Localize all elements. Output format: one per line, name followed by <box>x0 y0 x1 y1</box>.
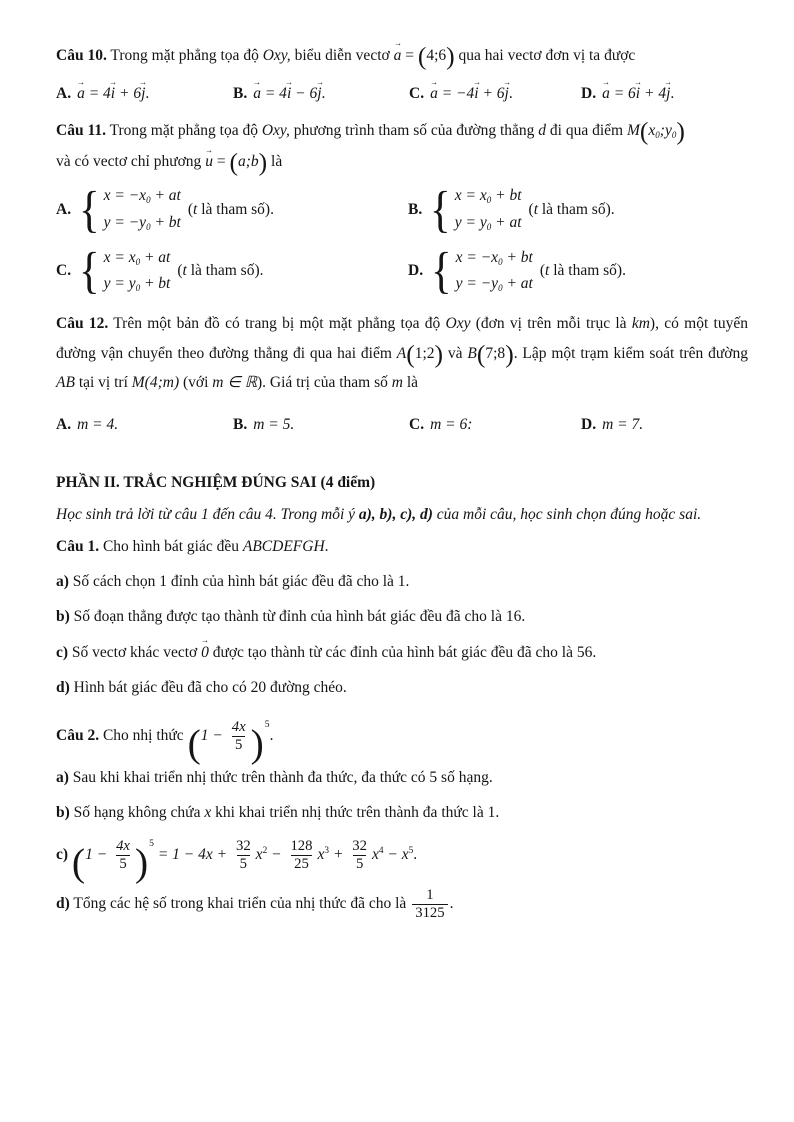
equation-system: { $x = -x_0$ + at $y = -y_0$ + bt <box>78 180 181 238</box>
option-key: B. <box>233 85 248 103</box>
point-A: A <box>396 344 407 362</box>
unit-km: km <box>631 314 650 332</box>
vector-a: a → <box>602 82 610 105</box>
right-paren: ) <box>446 41 455 71</box>
q12-option-a: A. m = 4. <box>56 416 119 434</box>
q12-oxy: Oxy <box>445 314 471 332</box>
parameter-note: (t là tham số). <box>539 262 626 280</box>
vector-u: u → <box>205 150 213 173</box>
vector-a: a → <box>77 82 85 105</box>
option-key: C. <box>409 416 425 434</box>
point-B: B <box>467 344 477 362</box>
exponent: 5 <box>264 719 270 731</box>
q10-equals: = <box>405 47 414 64</box>
left-brace: { <box>78 180 100 238</box>
fraction: $\frac{128}{25}$ <box>290 838 313 873</box>
left-paren: ( <box>71 840 86 885</box>
right-paren: ) <box>134 840 149 885</box>
vector-i: i → <box>287 82 291 105</box>
left-paren: ( <box>417 41 427 71</box>
q11-label: Câu 11. <box>56 121 106 139</box>
q10-option-c: C. a → = −4i → + 6j →. <box>409 82 581 105</box>
q10-options <box>56 82 748 105</box>
exponent: 5 <box>149 838 154 850</box>
q11-option-c <box>56 241 408 299</box>
equation-system: { $x = -x_0$ + bt $y = -y_0$ + at <box>430 241 533 299</box>
c1-item-a: a) Số cách chọn 1 đỉnh của hình bát giác đều đã cho là 1. <box>56 573 410 591</box>
vector-a: a → <box>430 82 438 105</box>
m-in-R: m ∈ ℝ <box>212 374 258 392</box>
c2-label: Câu 2. <box>56 727 100 745</box>
parameter-note: (t là tham số). <box>177 262 264 280</box>
q10-label: Câu 10. <box>56 47 107 64</box>
left-paren: ( <box>639 116 649 146</box>
option-key: D. <box>581 416 597 434</box>
q12-option-c: C. m = 6: <box>409 416 473 434</box>
point-M: M <box>626 121 640 139</box>
left-paren: ( <box>476 339 486 369</box>
q10-text-3: qua hai vectơ đơn vị ta được <box>454 47 636 64</box>
option-key: C. <box>56 262 72 280</box>
vector-a: a → <box>253 82 261 105</box>
parameter-note: (t là tham số). <box>528 200 615 218</box>
vector-i: i → <box>111 82 115 105</box>
equation-system: { $x = x_0$ + at $y = y_0$ + bt <box>78 241 171 299</box>
vector-i: i → <box>636 82 640 105</box>
c1-stem: Câu 1. Cho hình bát giác đều ABCDEFGH. <box>56 537 329 555</box>
vector-a: a → <box>394 44 402 67</box>
left-brace: { <box>78 241 100 299</box>
c1-item-c: c) Số vectơ khác vectơ 0 → được tạo thành từ các đỉnh của hình bát giác đều đã cho là 56. <box>56 641 748 664</box>
right-paren: ) <box>434 339 444 369</box>
c2-item-b: b) Số hạng không chứa x khi khai triển nhị thức trên thành đa thức là 1. <box>56 804 500 822</box>
q12-option-d: D. m = 7. <box>581 416 644 434</box>
q10-text-1: Trong mặt phẳng tọa độ <box>106 47 263 64</box>
zero-vector: 0 → <box>201 641 209 664</box>
q10-option-a: A. a → = 4i → + 6j →. <box>56 82 233 105</box>
fraction: $\frac{1}{3125}$ <box>412 887 447 922</box>
vector-i: i → <box>474 82 478 105</box>
q11-option-b <box>408 180 748 238</box>
vector-j: j → <box>505 82 509 105</box>
left-paren: ( <box>229 147 238 177</box>
right-paren: ) <box>676 116 685 146</box>
q11-stem: Câu 11. Trong mặt phẳng tọa độ Oxy, phương trình tham số của đường thẳng d đi qua điểm $M(x_0;y_0)$ <box>56 116 685 146</box>
q11-option-a <box>56 180 408 238</box>
c1-item-d: d) Hình bát giác đều đã cho có 20 đường chéo. <box>56 678 347 696</box>
q11-oxy: Oxy, <box>261 121 290 139</box>
q10-option-d: D. a → = 6i → + 4j →. <box>581 82 748 105</box>
fraction: $\frac{4x}{5}$ <box>116 838 130 873</box>
octagon-name: ABCDEFGH <box>242 537 325 555</box>
vector-j: j → <box>141 82 145 105</box>
c1-item-b: b) Số đoạn thẳng được tạo thành từ đỉnh của hình bát giác đều đã cho là 16. <box>56 608 526 626</box>
c1-label: Câu 1. <box>56 537 100 555</box>
left-paren: ( <box>406 339 415 369</box>
fraction: $\frac{4x}{5}$ <box>231 719 246 753</box>
q10-coords: 4;6 <box>426 47 447 64</box>
right-paren: ) <box>505 339 514 369</box>
q11-stem-line2: và có vectơ chỉ phương u → = (a;b) là <box>56 150 748 173</box>
left-brace: { <box>430 241 452 299</box>
q12-label: Câu 12. <box>56 314 109 332</box>
q12-stem: Câu 12. Trên một bản đồ có trang bị một mặt phẳng tọa độ Oxy (đơn vị trên mỗi trục là km), có một tuyến đường vận chuyển theo đường thẳng đi qua hai điểm A(1;2) và B(7;8). Lập một trạm kiểm soát trên đường AB tại vị trí M(4;m) (với m ∈ ℝ). Giá trị của tham số m là <box>56 314 748 392</box>
option-key: D. <box>581 85 597 103</box>
option-key: B. <box>233 416 248 434</box>
q10-option-b: B. a → = 4i → − 6j →. <box>233 82 409 105</box>
c2-item-d: d) Tổng các hệ số trong khai triển của nhị thức đã cho là $\frac{1}{3125}$ . <box>56 887 454 922</box>
vector-j: j → <box>666 82 670 105</box>
vector-j: j → <box>317 82 321 105</box>
q10-text-2: biểu diễn vectơ <box>290 47 394 64</box>
right-paren: ) <box>258 147 268 177</box>
segment-AB: AB <box>56 374 75 392</box>
point-M-expr: M(4;m) <box>131 374 180 392</box>
option-key: B. <box>408 200 423 218</box>
option-key: A. <box>56 200 72 218</box>
left-paren: ( <box>187 721 201 766</box>
fraction: $\frac{32}{5}$ <box>235 838 251 873</box>
right-paren: ) <box>250 721 264 766</box>
q12-options <box>56 413 748 436</box>
option-key: C. <box>409 85 425 103</box>
q10-oxy: Oxy, <box>262 47 291 64</box>
q11-options <box>56 180 748 299</box>
equation-system: { $x = x_0$ + bt $y = y_0$ + at <box>430 180 522 238</box>
c2-stem: Câu 2. Cho nhị thức (1 − $\frac{4x}{5}$ )$^5$. <box>56 719 274 766</box>
q10-stem <box>56 41 748 71</box>
fraction: $\frac{32}{5}$ <box>352 838 367 873</box>
part2-note: Học sinh trả lời từ câu 1 đến câu 4. Trong mỗi ý a), b), c), d) của mỗi câu, học sinh chọn đúng hoặc sai. <box>56 505 702 523</box>
line-d: d <box>538 121 547 139</box>
option-key: A. <box>56 416 72 434</box>
c2-item-c: c) (1 − $\frac{4x}{5}$ )$^5$ = 1 − 4x + $\frac{32}{5}$ $x^2$ − $\frac{128}{25}$ $x^3$ + $\frac{32}{5}$ $x^4 - x^5$. <box>56 838 418 885</box>
c2-item-a: a) Sau khi khai triển nhị thức trên thành đa thức, đa thức có 5 số hạng. <box>56 768 493 786</box>
option-key: D. <box>408 262 424 280</box>
q11-option-d <box>408 241 748 299</box>
option-key: A. <box>56 85 72 103</box>
parameter-note: (t là tham số). <box>187 200 274 218</box>
part2-header: PHẦN II. TRẮC NGHIỆM ĐÚNG SAI (4 điểm) <box>56 474 376 492</box>
left-brace: { <box>430 180 451 238</box>
q12-option-b: B. m = 5. <box>233 416 295 434</box>
